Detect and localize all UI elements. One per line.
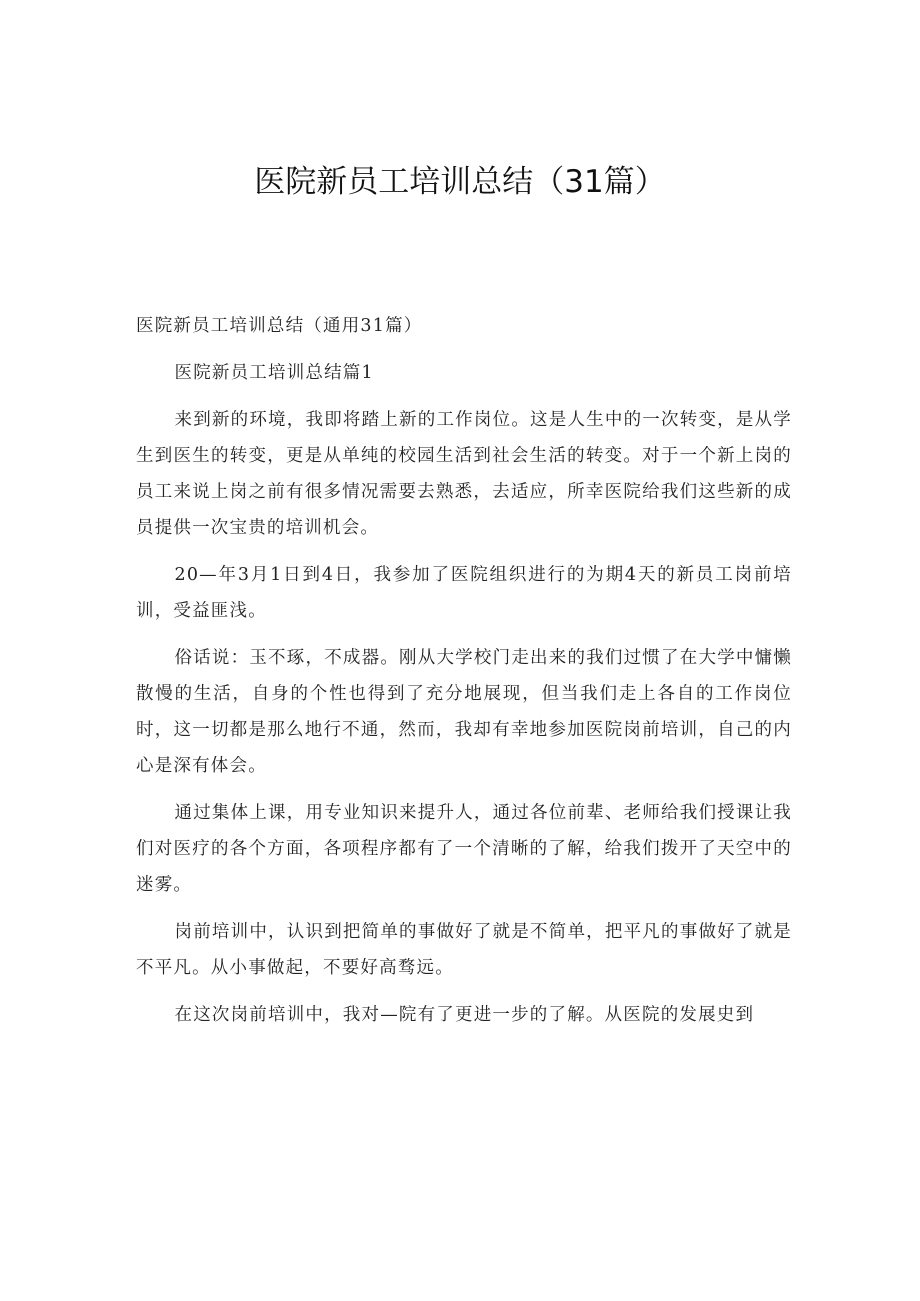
document-body [136,308,792,1044]
paragraph: 20—年3月1日到4日，我参加了医院组织进行的为期4天的新员工岗前培训，受益匪浅。 [136,565,792,621]
paragraph: 俗话说：玉不琢，不成器。刚从大学校门走出来的我们过惯了在大学中慵懒散慢的生活，自身的个性也得到了充分地展现，但当我们走上各自的工作岗位时，这一切都是那么地行不通，然而，我却有幸地参加医院岗前培训，自己的内心是深有体会。 [136,648,792,776]
paragraph: 岗前培训中，认识到把简单的事做好了就是不简单，把平凡的事做好了就是不平凡。从小事做起，不要好高骛远。 [136,922,792,978]
paragraph: 来到新的环境，我即将踏上新的工作岗位。这是人生中的一次转变，是从学生到医生的转变，更是从单纯的校园生活到社会生活的转变。对于一个新上岗的员工来说上岗之前有很多情况需要去熟悉，去适应，所幸医院给我们这些新的成员提供一次宝贵的培训机会。 [136,410,792,538]
paragraph: 在这次岗前培训中，我对—院有了更进一步的了解。从医院的发展史到 [174,1005,755,1025]
paragraph: 通过集体上课，用专业知识来提升人，通过各位前辈、老师给我们授课让我们对医疗的各个方面，各项程序都有了一个清晰的了解，给我们拨开了天空中的迷雾。 [136,803,792,895]
document-title: 医院新员工培训总结（31篇） [254,164,666,200]
document-subtitle: 医院新员工培训总结（通用31篇） [136,316,423,336]
section-heading: 医院新员工培训总结篇1 [174,363,374,383]
